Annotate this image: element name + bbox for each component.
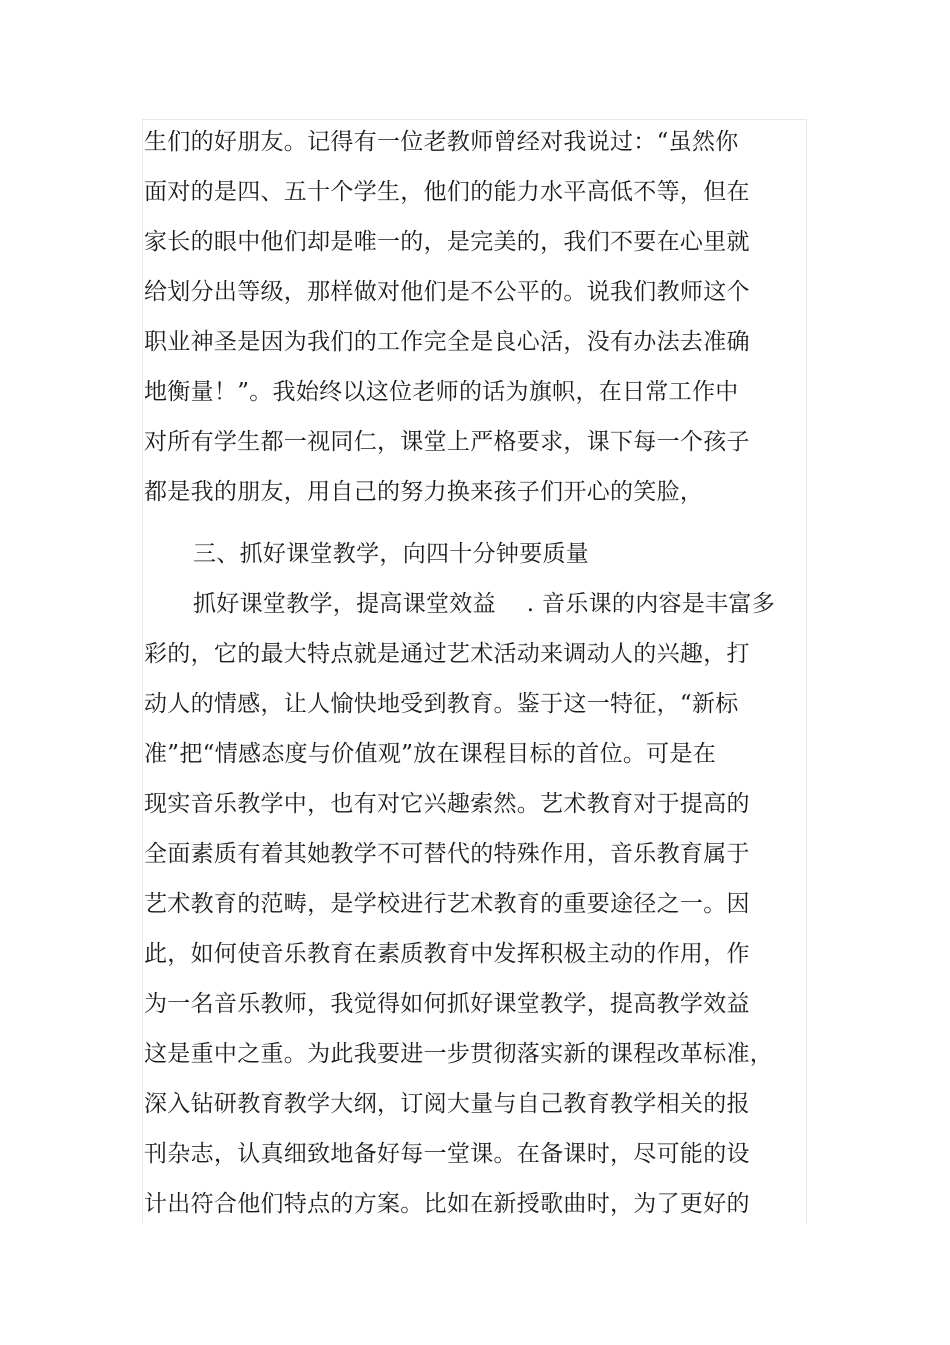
text-line: 刊杂志，认真细致地备好每一堂课。在备课时，尽可能的设 <box>144 1141 750 1167</box>
text-line: 为一名音乐教师，我觉得如何抓好课堂教学，提高教学效益 <box>144 991 750 1017</box>
text-line: 面对的是四、五十个学生，他们的能力水平高低不等，但在 <box>144 179 750 205</box>
text-line: 准”把“情感态度与价值观”放在课程目标的首位。可是在 <box>144 741 717 767</box>
text-line: 职业神圣是因为我们的工作完全是良心活，没有办法去准确 <box>144 329 750 355</box>
text-line: 全面素质有着其她教学不可替代的特殊作用，音乐教育属于 <box>144 841 750 867</box>
text-line: 现实音乐教学中，也有对它兴趣索然。艺术教育对于提高的 <box>144 791 750 817</box>
text-line: 地衡量！”。我始终以这位老师的话为旗帜，在日常工作中 <box>144 379 739 405</box>
text-line: 深入钻研教育教学大纲，订阅大量与自己教育教学相关的报 <box>144 1091 750 1117</box>
text-line: 艺术教育的范畴，是学校进行艺术教育的重要途径之一。因 <box>144 891 750 917</box>
text-line: 此，如何使音乐教育在素质教育中发挥积极主动的作用，作 <box>144 941 750 967</box>
text-line: 生们的好朋友。记得有一位老教师曾经对我说过：“虽然你 <box>144 129 739 155</box>
text-line: 家长的眼中他们却是唯一的，是完美的，我们不要在心里就 <box>144 229 750 255</box>
text-line: 都是我的朋友，用自己的努力换来孩子们开心的笑脸， <box>144 479 704 505</box>
document-body <box>144 117 784 1229</box>
paragraph-2 <box>144 579 784 1229</box>
section-heading: 三、抓好课堂教学，向四十分钟要质量 <box>193 541 590 567</box>
text-line: 对所有学生都一视同仁，课堂上严格要求，课下每一个孩子 <box>144 429 750 455</box>
text-line: 计出符合他们特点的方案。比如在新授歌曲时，为了更好的 <box>144 1191 750 1217</box>
text-line: 抓好课堂教学，提高课堂效益 . 音乐课的内容是丰富多 <box>193 591 776 617</box>
text-line: 这是重中之重。为此我要进一步贯彻落实新的课程改革标准， <box>144 1041 774 1067</box>
text-line: 给划分出等级，那样做对他们是不公平的。说我们教师这个 <box>144 279 750 305</box>
text-line: 动人的情感，让人愉快地受到教育。鉴于这一特征，“新标 <box>144 691 739 717</box>
paragraph-1 <box>144 117 784 517</box>
text-line: 彩的，它的最大特点就是通过艺术活动来调动人的兴趣，打 <box>144 641 750 667</box>
